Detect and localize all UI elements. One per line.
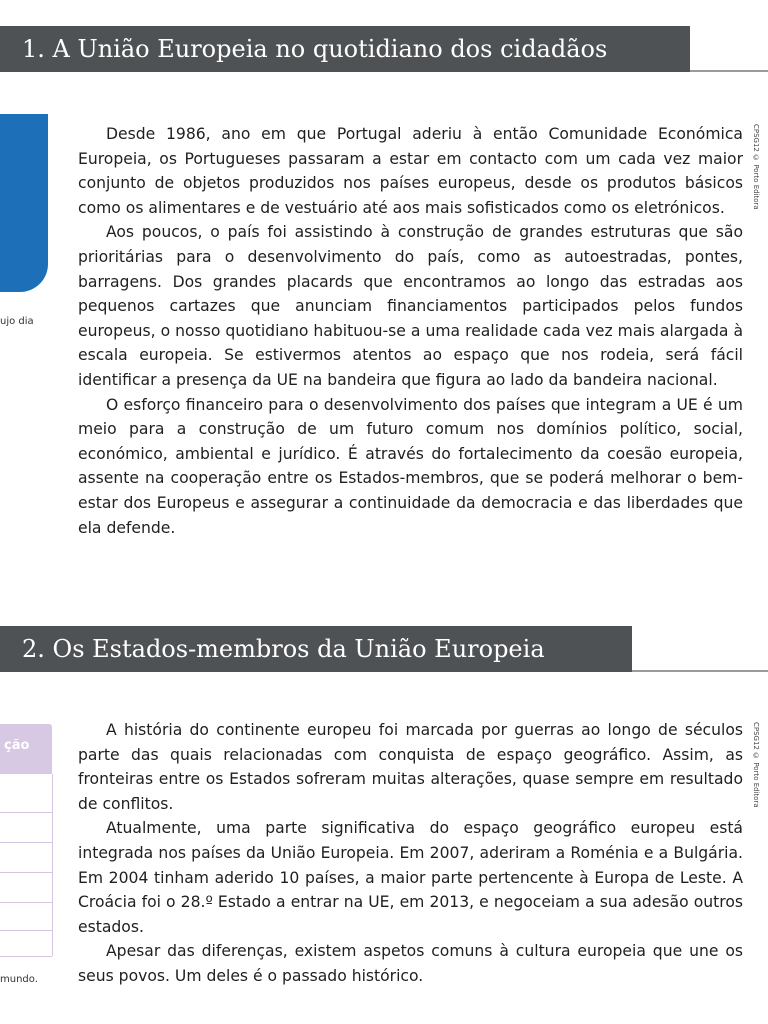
table-row-line bbox=[0, 812, 52, 813]
section-2-heading-bar bbox=[0, 626, 632, 672]
cropped-table-header bbox=[0, 724, 52, 774]
table-row-line bbox=[0, 872, 52, 873]
table-row-line bbox=[0, 902, 52, 903]
table-edge-line bbox=[52, 774, 53, 956]
section-2-paragraph: Apesar das diferenças, existem aspetos comuns à cultura europeia que une os seus povos. Um deles é o passado histórico. bbox=[78, 942, 743, 985]
cropped-image-panel bbox=[0, 114, 48, 292]
section-2-credit: CPSG12 © Porto Editora bbox=[752, 722, 760, 808]
section-2-paragraph: Atualmente, uma parte significativa do espaço geográfico europeu está integrada nos países da União Europeia. Em 2007, aderiram a Roménia e a Bulgária. Em 2004 tinham aderido 10 países, a maior parte pertencente à Europa de Leste. A Croácia foi o 28.º Estado a entrar na UE, em 2013, e negoceiam a sua adesão outros estados. bbox=[78, 819, 743, 936]
image-caption-fragment: ujo dia bbox=[0, 316, 34, 327]
section-1-paragraph: O esforço financeiro para o desenvolvimento dos países que integram a UE é um meio para a construção de um futuro comum nos domínios político, social, económico, ambiental e jurídico. É através do fortalecimento da coesão europeia, assente na cooperação entre os Estados-membros, que se poderá melhorar o bem-estar dos Europeus e assegurar a continuidade da democracia e das liberdades que ela defende. bbox=[78, 395, 743, 537]
table-header-fragment: ção bbox=[4, 738, 30, 753]
section-2-body bbox=[78, 718, 743, 989]
section-1-body bbox=[78, 122, 743, 540]
table-row-line bbox=[0, 842, 52, 843]
section-2-heading: 2. Os Estados-membros da União Europeia bbox=[22, 635, 545, 663]
section-2-heading-rule bbox=[632, 670, 768, 672]
section-1-paragraph: Aos poucos, o país foi assistindo à construção de grandes estruturas que são prioritárias para o desenvolvimento do país, como as autoestradas, pontes, barragens. Dos grandes placards que encontramos ao longo das estradas aos pequenos cartazes que anunciam financiamentos participados pelos fundos europeus, o nosso quotidiano habituou-se a uma realidade cada vez mais alargada à escala europeia. Se estivermos atentos ao espaço que nos rodeia, será fácil identificar a presença da UE na bandeira que figura ao lado da bandeira nacional. bbox=[78, 223, 743, 389]
table-caption-fragment: mundo. bbox=[0, 974, 38, 985]
section-1-heading-rule bbox=[690, 70, 768, 72]
section-2-paragraph: A história do continente europeu foi marcada por guerras ao longo de séculos parte das quais relacionadas com conquista de espaço geográfico. Assim, as fronteiras entre os Estados sofreram muitas alterações, quase sempre em resultado de conflitos. bbox=[78, 721, 743, 813]
section-1-credit: CPSG12 © Porto Editora bbox=[752, 124, 760, 210]
section-1-paragraph: Desde 1986, ano em que Portugal aderiu à então Comunidade Económica Europeia, os Portugueses passaram a estar em contacto com um cada vez maior conjunto de objetos produzidos nos países europeus, desde os produtos básicos como os alimentares e de vestuário até aos mais sofisticados como os eletrónicos. bbox=[78, 125, 743, 217]
table-row-line bbox=[0, 930, 52, 931]
section-1-heading-bar bbox=[0, 26, 690, 72]
section-1-heading: 1. A União Europeia no quotidiano dos cidadãos bbox=[22, 35, 608, 63]
table-row-line bbox=[0, 956, 52, 957]
